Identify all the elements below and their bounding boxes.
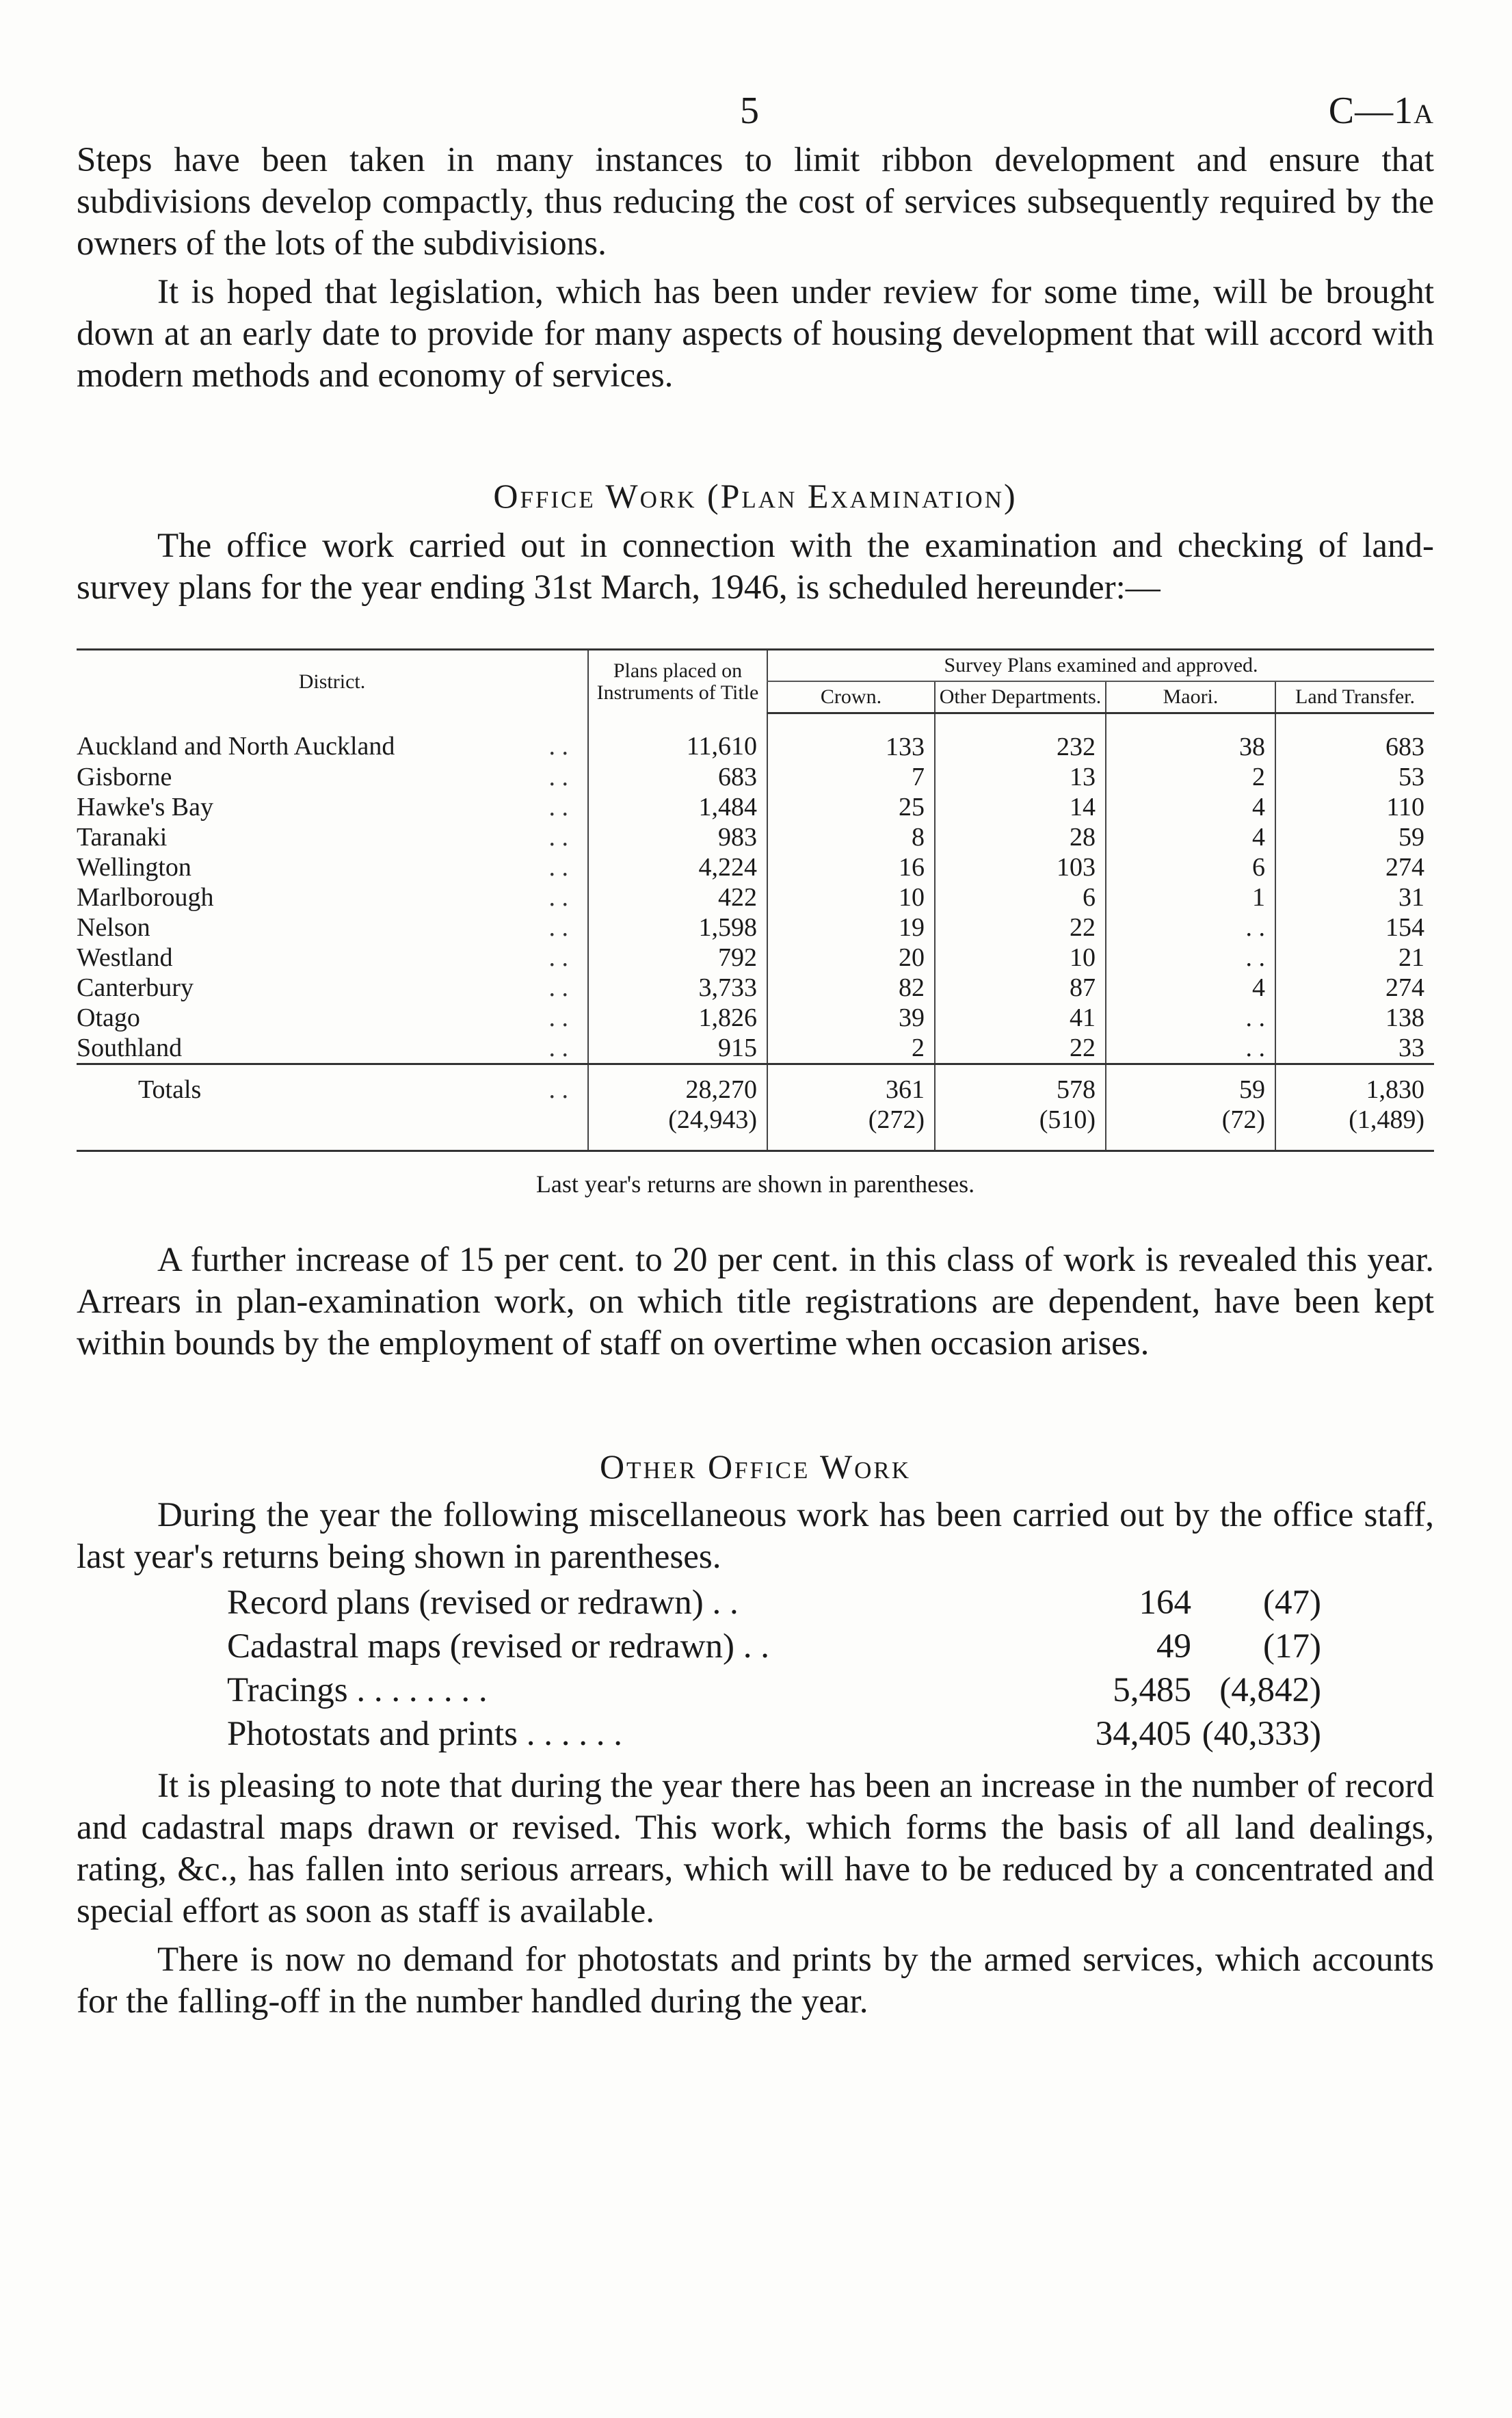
district-name: Westland	[77, 943, 173, 972]
leader-dots: . .	[548, 1034, 568, 1062]
list-item-label: Tracings . . . . . . . .	[227, 1671, 488, 1709]
district-cell	[77, 1033, 588, 1064]
table-row	[77, 1033, 1434, 1064]
other-cell: 10	[935, 943, 1106, 973]
list-item-previous: (40,333)	[1202, 1715, 1321, 1753]
table-row	[77, 973, 1434, 1003]
prev-other: (510)	[935, 1105, 1106, 1144]
district-name: Wellington	[77, 853, 191, 882]
list-item-photostats	[227, 1712, 1321, 1756]
district-cell	[77, 822, 588, 852]
maori-cell: 38	[1106, 713, 1275, 763]
plans-cell: 792	[588, 943, 767, 973]
other-cell: 87	[935, 973, 1106, 1003]
list-item-record-plans	[227, 1581, 1321, 1625]
crown-cell: 82	[767, 973, 935, 1003]
document-code-main: C—1	[1328, 90, 1414, 132]
plans-cell: 1,826	[588, 1003, 767, 1033]
land-cell: 31	[1275, 882, 1434, 912]
maori-cell: . .	[1106, 1003, 1275, 1033]
plan-examination-heading: Office Work (Plan Examination)	[493, 477, 1018, 515]
plans-cell: 683	[588, 762, 767, 792]
other-cell: 14	[935, 792, 1106, 822]
crown-cell: 19	[767, 912, 935, 943]
totals-row	[77, 1064, 1434, 1105]
miscellaneous-work-list	[227, 1581, 1321, 1756]
other-office-work-heading: Other Office Work	[599, 1447, 912, 1486]
header-district: District.	[77, 650, 588, 713]
header-crown: Crown.	[767, 681, 935, 713]
document-code	[1329, 89, 1434, 133]
list-item-label: Record plans (revised or redrawn) . .	[227, 1583, 739, 1622]
other-cell: 13	[935, 762, 1106, 792]
leader-dots: . .	[548, 943, 568, 972]
crown-cell: 133	[767, 713, 935, 763]
table-row	[77, 1003, 1434, 1033]
plan-examination-after: A further increase of 15 per cent. to 20 per cent. in this class of work is revealed this year. Arrears in plan-examination work, on which title registrations are dependent, have been kept within bounds by the employment of staff on overtime when occasion arises.	[77, 1241, 1434, 1363]
district-name: Taranaki	[77, 823, 168, 852]
list-item-cadastral-maps	[227, 1625, 1321, 1668]
district-name: Southland	[77, 1034, 183, 1062]
land-cell: 110	[1275, 792, 1434, 822]
district-name: Marlborough	[77, 883, 214, 912]
district-name: Otago	[77, 1003, 140, 1032]
header-maori: Maori.	[1106, 681, 1275, 713]
totals-crown: 361	[767, 1064, 935, 1105]
district-cell	[77, 882, 588, 912]
list-item-label: Photostats and prints . . . . . .	[227, 1715, 623, 1753]
page-number: 5	[740, 90, 759, 132]
plans-cell: 1,484	[588, 792, 767, 822]
land-cell: 274	[1275, 973, 1434, 1003]
land-cell: 138	[1275, 1003, 1434, 1033]
maori-cell: 6	[1106, 852, 1275, 882]
maori-cell: . .	[1106, 943, 1275, 973]
list-item-current: 49	[1156, 1627, 1191, 1666]
leader-dots: . .	[548, 853, 568, 882]
header-land-transfer: Land Transfer.	[1275, 681, 1434, 713]
district-cell	[77, 1003, 588, 1033]
maori-cell: 4	[1106, 973, 1275, 1003]
other-cell: 232	[935, 713, 1106, 763]
district-name: Gisborne	[77, 763, 172, 791]
header-survey-plans-group: Survey Plans examined and approved.	[767, 650, 1434, 682]
table-row	[77, 822, 1434, 852]
land-cell: 154	[1275, 912, 1434, 943]
other-office-work-para-1: It is pleasing to note that during the year there has been an increase in the number of record and cadastral maps drawn or revised. This work, which forms the basis of all land dealings, rating, &c., has fallen into serious arrears, which will have to be reduced by a concentrated and special effort as soon as staff is available.	[77, 1767, 1434, 1930]
leader-dots: . .	[548, 823, 568, 852]
district-cell	[77, 973, 588, 1003]
district-name: Nelson	[77, 913, 150, 942]
other-cell: 22	[935, 1033, 1106, 1064]
plans-cell: 1,598	[588, 912, 767, 943]
list-item-current: 5,485	[1113, 1671, 1191, 1709]
crown-cell: 25	[767, 792, 935, 822]
intro-paragraph-2: It is hoped that legislation, which has been under review for some time, will be brought down at an early date to provide for many aspects of housing development that will accord with modern methods and economy of services.	[77, 273, 1434, 395]
maori-cell: . .	[1106, 1033, 1275, 1064]
prev-maori: (72)	[1106, 1105, 1275, 1144]
maori-cell: 1	[1106, 882, 1275, 912]
district-cell	[77, 943, 588, 973]
district-name: Canterbury	[77, 973, 194, 1002]
prev-plans: (24,943)	[588, 1105, 767, 1144]
leader-dots: . .	[548, 732, 568, 761]
table-caption: Last year's returns are shown in parentheses.	[535, 1170, 975, 1198]
page-header	[77, 89, 1434, 150]
other-cell: 6	[935, 882, 1106, 912]
list-item-tracings	[227, 1668, 1321, 1712]
land-cell: 53	[1275, 762, 1434, 792]
maori-cell: 4	[1106, 792, 1275, 822]
leader-dots: . .	[548, 793, 568, 822]
document-code-suffix: A	[1414, 98, 1434, 129]
land-cell: 21	[1275, 943, 1434, 973]
table-row	[77, 882, 1434, 912]
leader-dots: . .	[548, 973, 568, 1002]
leader-dots: . .	[548, 1075, 568, 1104]
list-item-label: Cadastral maps (revised or redrawn) . .	[227, 1627, 770, 1666]
document-page	[77, 89, 1434, 2023]
crown-cell: 2	[767, 1033, 935, 1064]
district-name: Hawke's Bay	[77, 793, 213, 822]
leader-dots: . .	[548, 1003, 568, 1032]
totals-other: 578	[935, 1064, 1106, 1105]
list-item-previous: (47)	[1263, 1583, 1321, 1622]
maori-cell: 4	[1106, 822, 1275, 852]
totals-maori: 59	[1106, 1064, 1275, 1105]
other-cell: 41	[935, 1003, 1106, 1033]
plan-examination-table	[77, 648, 1434, 1152]
table-row	[77, 943, 1434, 973]
intro-paragraph-1: Steps have been taken in many instances to limit ribbon development and ensure that subdivisions develop compactly, thus reducing the cost of services subsequently required by the owners of the lots of the subdivisions.	[77, 141, 1434, 263]
table-row	[77, 762, 1434, 792]
land-cell: 33	[1275, 1033, 1434, 1064]
leader-dots: . .	[548, 913, 568, 942]
plans-cell: 915	[588, 1033, 767, 1064]
table-row	[77, 912, 1434, 943]
other-cell: 28	[935, 822, 1106, 852]
header-other-departments: Other Departments.	[935, 681, 1106, 713]
leader-dots: . .	[548, 763, 568, 791]
plans-cell: 983	[588, 822, 767, 852]
land-cell: 274	[1275, 852, 1434, 882]
table-row	[77, 792, 1434, 822]
list-item-current: 164	[1139, 1583, 1191, 1622]
crown-cell: 10	[767, 882, 935, 912]
plan-examination-intro: The office work carried out in connection with the examination and checking of land-survey plans for the year ending 31st March, 1946, is scheduled hereunder:—	[77, 527, 1434, 607]
district-cell	[77, 792, 588, 822]
prev-land: (1,489)	[1275, 1105, 1434, 1144]
maori-cell: . .	[1106, 912, 1275, 943]
prev-crown: (272)	[767, 1105, 935, 1144]
district-cell	[77, 852, 588, 882]
plans-cell: 11,610	[588, 713, 767, 763]
crown-cell: 20	[767, 943, 935, 973]
other-office-work-intro: During the year the following miscellaneous work has been carried out by the office staff, last year's returns being shown in parentheses.	[77, 1496, 1434, 1576]
district-name: Auckland and North Auckland	[77, 732, 395, 761]
list-item-previous: (17)	[1263, 1627, 1321, 1666]
maori-cell: 2	[1106, 762, 1275, 792]
district-cell	[77, 912, 588, 943]
crown-cell: 39	[767, 1003, 935, 1033]
totals-label: Totals . .	[77, 1064, 588, 1105]
leader-dots: . .	[548, 883, 568, 912]
table-body	[77, 713, 1434, 1151]
plan-examination-table-wrap	[77, 648, 1434, 1152]
list-item-previous: (4,842)	[1219, 1671, 1321, 1709]
land-cell: 59	[1275, 822, 1434, 852]
crown-cell: 8	[767, 822, 935, 852]
land-cell: 683	[1275, 713, 1434, 763]
plans-cell: 4,224	[588, 852, 767, 882]
list-item-current: 34,405	[1095, 1715, 1191, 1753]
totals-plans: 28,270	[588, 1064, 767, 1105]
district-cell	[77, 762, 588, 792]
other-cell: 103	[935, 852, 1106, 882]
totals-land: 1,830	[1275, 1064, 1434, 1105]
table-row	[77, 713, 1434, 763]
district-cell	[77, 713, 588, 763]
table-row	[77, 852, 1434, 882]
other-cell: 22	[935, 912, 1106, 943]
plans-cell: 422	[588, 882, 767, 912]
previous-year-row	[77, 1105, 1434, 1144]
crown-cell: 7	[767, 762, 935, 792]
crown-cell: 16	[767, 852, 935, 882]
header-plans-placed: Plans placed on Instruments of Title	[588, 650, 767, 713]
plans-cell: 3,733	[588, 973, 767, 1003]
other-office-work-para-2: There is now no demand for photostats and prints by the armed services, which accounts for the falling-off in the number handled during the year.	[77, 1941, 1434, 2021]
table-bottom-rule	[77, 1144, 1434, 1151]
